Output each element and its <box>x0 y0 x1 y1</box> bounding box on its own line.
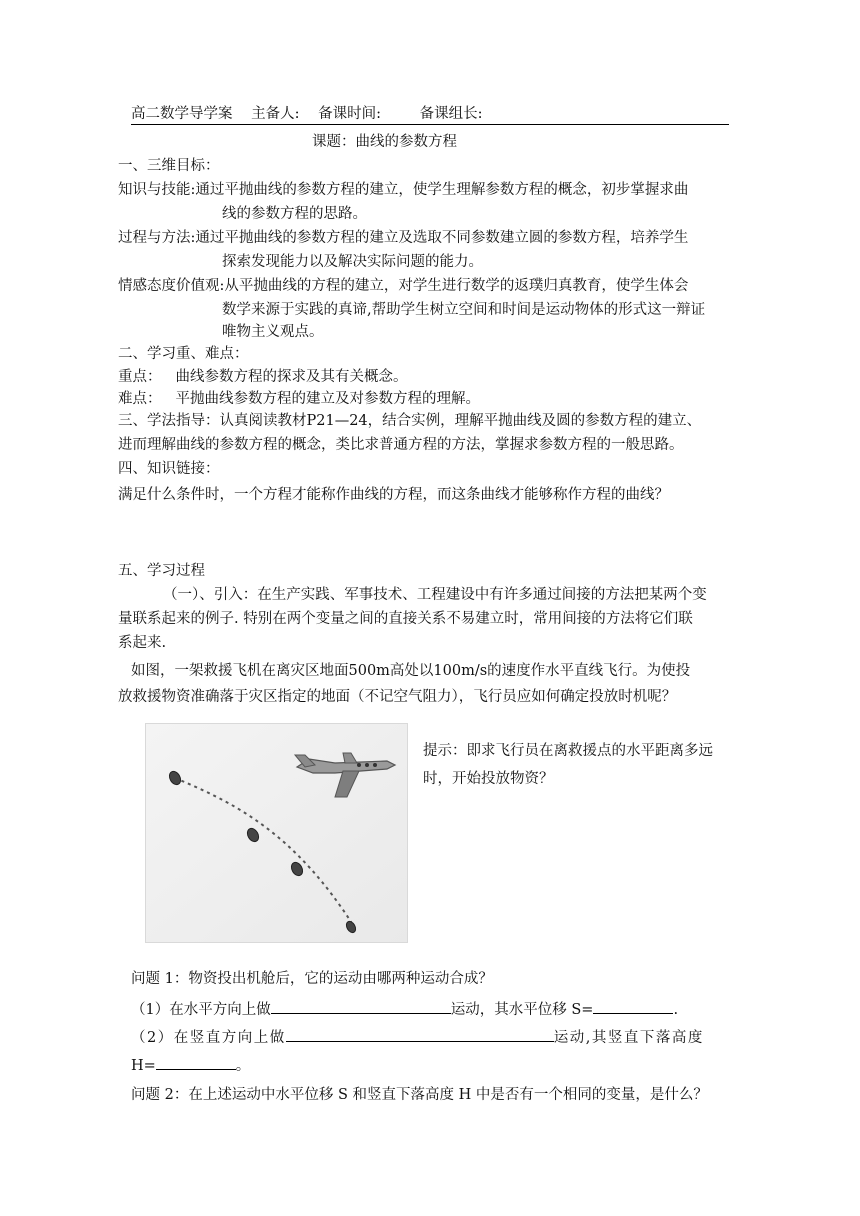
difficult-point <box>118 389 480 409</box>
question-1a-end: . <box>673 1002 679 1018</box>
difficult-point-label: 难点： <box>118 391 162 407</box>
goal-attitude-text: 从平抛曲线的方程的建立，对学生进行数学的返璞归真教育，使学生体会 <box>224 278 689 294</box>
question-1b-prefix: （2）在竖直方向上做 <box>131 1030 286 1046</box>
intro-line-2: 量联系起来的例子. 特别在两个变量之间的直接关系不易建立时，常用间接的方法将它们联 <box>118 611 693 627</box>
airdrop-figure <box>145 723 408 943</box>
goal-knowledge-text-2: 线的参数方程的思路。 <box>222 206 367 222</box>
section-3-line-1: 三、学法指导：认真阅读教材P21—24，结合实例，理解平抛曲线及圆的参数方程的建立、 <box>118 413 702 429</box>
goal-attitude-text-2: 数学来源于实践的真谛,帮助学生树立空间和时间是运动物体的形式这一辩证 <box>222 302 706 318</box>
answer-blank-vertical-motion[interactable] <box>286 1027 554 1042</box>
intro-line-1: （一）、引入：在生产实践、军事技术、工程建设中有许多通过间接的方法把某两个变 <box>163 587 707 603</box>
question-1: 问题 1：物资投出机舱后，它的运动由哪两种运动合成？ <box>131 971 493 987</box>
key-point-text: 曲线参数方程的探求及其有关概念。 <box>175 369 408 385</box>
question-1a-prefix: （1）在水平方向上做 <box>131 1002 271 1018</box>
question-1a <box>131 999 678 1020</box>
section-5-heading: 五、学习过程 <box>118 563 205 579</box>
goal-knowledge-text: 通过平抛曲线的参数方程的建立，使学生理解参数方程的概念，初步掌握求曲 <box>195 182 689 198</box>
prepared-by-label: 主备人: <box>251 106 300 122</box>
question-1b <box>131 1027 704 1048</box>
goal-attitude-label: 情感态度价值观: <box>118 278 225 294</box>
difficult-point-text: 平抛曲线参数方程的建立及对参数方程的理解。 <box>175 391 480 407</box>
question-1b-line-2-prefix: H= <box>131 1058 156 1074</box>
prep-time-label: 备课时间: <box>318 106 381 122</box>
question-2: 问题 2：在上述运动中水平位移 S 和竖直下落高度 H 中是否有一个相同的变量，是什么？ <box>131 1087 708 1103</box>
question-1b-line-2 <box>131 1055 250 1076</box>
section-4-question: 满足什么条件时，一个方程才能称作曲线的方程，而这条曲线才能够称作方程的曲线？ <box>118 487 669 503</box>
goal-process-text-2: 探索发现能力以及解决实际问题的能力。 <box>222 254 483 270</box>
section-4-heading: 四、知识链接： <box>118 461 220 477</box>
section-1-heading: 一、三维目标： <box>118 158 220 174</box>
answer-blank-fall-height[interactable] <box>156 1055 236 1070</box>
hint-line-1: 提示：即求飞行员在离救援点的水平距离多远 <box>423 743 713 759</box>
answer-blank-horizontal-displacement[interactable] <box>593 999 673 1014</box>
section-2-heading: 二、学习重、难点： <box>118 346 249 362</box>
question-1b-line-2-end: 。 <box>235 1058 251 1074</box>
question-1a-middle: 运动，其水平位移 S= <box>450 1002 594 1018</box>
group-leader-label: 备课组长: <box>419 106 483 122</box>
goal-attitude <box>118 276 688 296</box>
goal-process-label: 过程与方法: <box>118 230 196 246</box>
doc-header <box>131 104 497 124</box>
intro-line-3: 系起来. <box>118 635 167 651</box>
hint-line-2: 时，开始投放物资？ <box>423 771 554 787</box>
goal-knowledge <box>118 180 688 200</box>
key-point <box>118 367 408 387</box>
example-line-2: 放救援物资准确落于灾区指定的地面（不记空气阻力），飞行员应如何确定投放时机呢？ <box>118 689 677 705</box>
doc-title: 高二数学导学案 <box>131 106 233 122</box>
goal-attitude-text-3: 唯物主义观点。 <box>222 324 324 340</box>
example-line-1: 如图，一架救援飞机在离灾区地面500m高处以100m/s的速度作水平直线飞行。为使投 <box>131 663 691 679</box>
question-1b-middle: 运动,其竖直下落高度 <box>553 1030 704 1046</box>
goal-knowledge-label: 知识与技能: <box>118 182 196 198</box>
goal-process <box>118 228 688 248</box>
section-3-line-2: 进而理解曲线的参数方程的概念，类比求普通方程的方法，掌握求参数方程的一般思路。 <box>118 437 684 453</box>
lesson-title: 课题：曲线的参数方程 <box>312 134 457 150</box>
answer-blank-horizontal-motion[interactable] <box>271 999 451 1014</box>
goal-process-text: 通过平抛曲线的参数方程的建立及选取不同参数建立圆的参数方程，培养学生 <box>195 230 689 246</box>
header-rule <box>131 124 729 125</box>
key-point-label: 重点： <box>118 369 162 385</box>
